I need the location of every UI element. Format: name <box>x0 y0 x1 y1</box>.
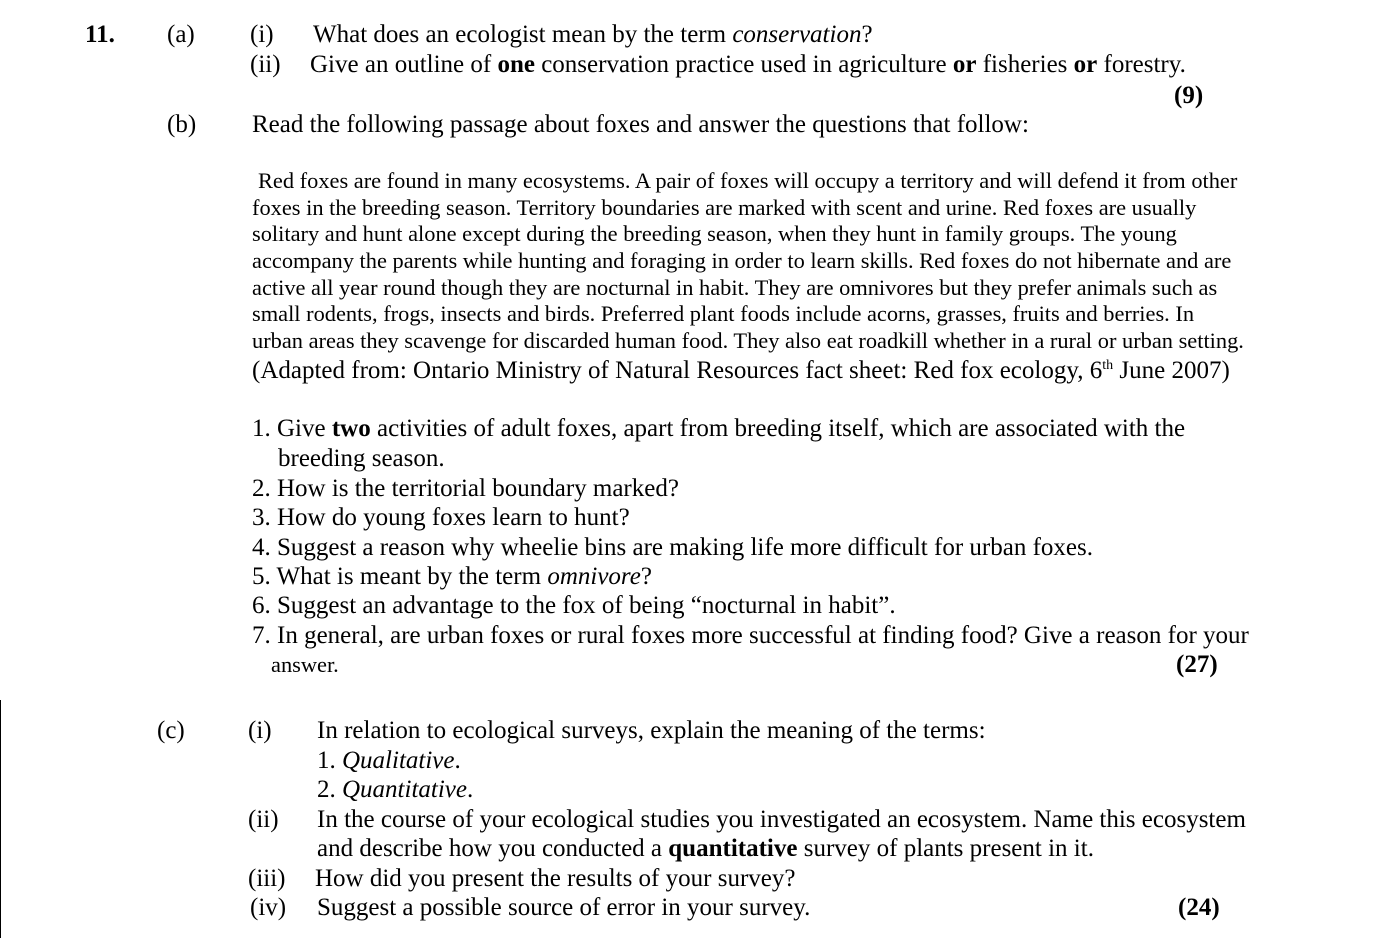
part-c-ii-cont: and describe how you conducted a quantitative survey of plants present in it. <box>317 835 1094 862</box>
part-c-i-label: (i) <box>248 717 272 744</box>
question-b1: 1. Give two activities of adult foxes, apart from breeding itself, which are associated with the <box>252 415 1186 442</box>
part-c-label: (c) <box>157 717 185 744</box>
question-number: 11. <box>85 21 115 48</box>
passage-line: foxes in the breeding season. Territory boundaries are marked with scent and urine. Red foxes are usually <box>252 195 1197 220</box>
part-a-ii-label: (ii) <box>250 51 281 78</box>
passage-line: small rodents, frogs, insects and birds. Preferred plant foods include acorns, grasses, fruits and berries. In <box>252 301 1195 326</box>
passage-line: Red foxes are found in many ecosystems. A pair of foxes will occupy a territory and will defend it from other <box>258 168 1238 193</box>
part-c-i-text: In relation to ecological surveys, explain the meaning of the terms: <box>317 717 986 744</box>
question-b6: 6. Suggest an advantage to the fox of being “nocturnal in habit”. <box>252 592 896 619</box>
part-c-ii-text: In the course of your ecological studies you investigated an ecosystem. Name this ecosystem <box>317 806 1246 833</box>
passage-line: solitary and hunt alone except during the breeding season, when they hunt in family groups. The young <box>252 221 1177 246</box>
part-b-marks: (27) <box>1176 651 1218 678</box>
part-c-iv-text: Suggest a possible source of error in your survey. <box>317 894 811 921</box>
part-c-ii-label: (ii) <box>248 806 279 833</box>
part-c-iv-label: (iv) <box>250 894 287 921</box>
passage-line: accompany the parents while hunting and foraging in order to learn skills. Red foxes do not hibernate and are <box>252 248 1232 273</box>
part-a-ii-text: Give an outline of one conservation practice used in agriculture or fisheries or forestry. <box>310 51 1186 78</box>
question-b3: 3. How do young foxes learn to hunt? <box>252 504 630 531</box>
part-a-label: (a) <box>167 21 195 48</box>
question-b5: 5. What is meant by the term omnivore? <box>252 563 652 590</box>
part-a-i-label: (i) <box>250 21 274 48</box>
part-c-i-term-2: 2. Quantitative. <box>317 776 474 803</box>
part-c-iii-label: (iii) <box>248 865 286 892</box>
part-a-i-text: What does an ecologist mean by the term conservation? <box>313 21 873 48</box>
question-b7-cont: answer. <box>271 652 339 677</box>
question-b1-cont: breeding season. <box>278 445 445 472</box>
question-b7: 7. In general, are urban foxes or rural foxes more successful at finding food? Give a reason for your <box>252 622 1249 649</box>
part-b-intro: Read the following passage about foxes and answer the questions that follow: <box>252 111 1029 138</box>
part-c-iii-text: How did you present the results of your survey? <box>315 865 796 892</box>
question-b4: 4. Suggest a reason why wheelie bins are making life more difficult for urban foxes. <box>252 534 1093 561</box>
part-a-marks: (9) <box>1174 82 1204 109</box>
margin-rule <box>0 700 1 938</box>
passage-line: active all year round though they are nocturnal in habit. They are omnivores but they prefer animals such as <box>252 275 1218 300</box>
part-c-i-term-1: 1. Qualitative. <box>317 747 461 774</box>
passage-line: urban areas they scavenge for discarded human food. They also eat roadkill whether in a rural or urban setting. <box>252 328 1244 353</box>
part-b-label: (b) <box>167 111 197 138</box>
part-c-marks: (24) <box>1178 894 1220 921</box>
question-b2: 2. How is the territorial boundary marked? <box>252 475 679 502</box>
passage-source: (Adapted from: Ontario Ministry of Natural Resources fact sheet: Red fox ecology, 6th June 2007) <box>252 357 1230 384</box>
